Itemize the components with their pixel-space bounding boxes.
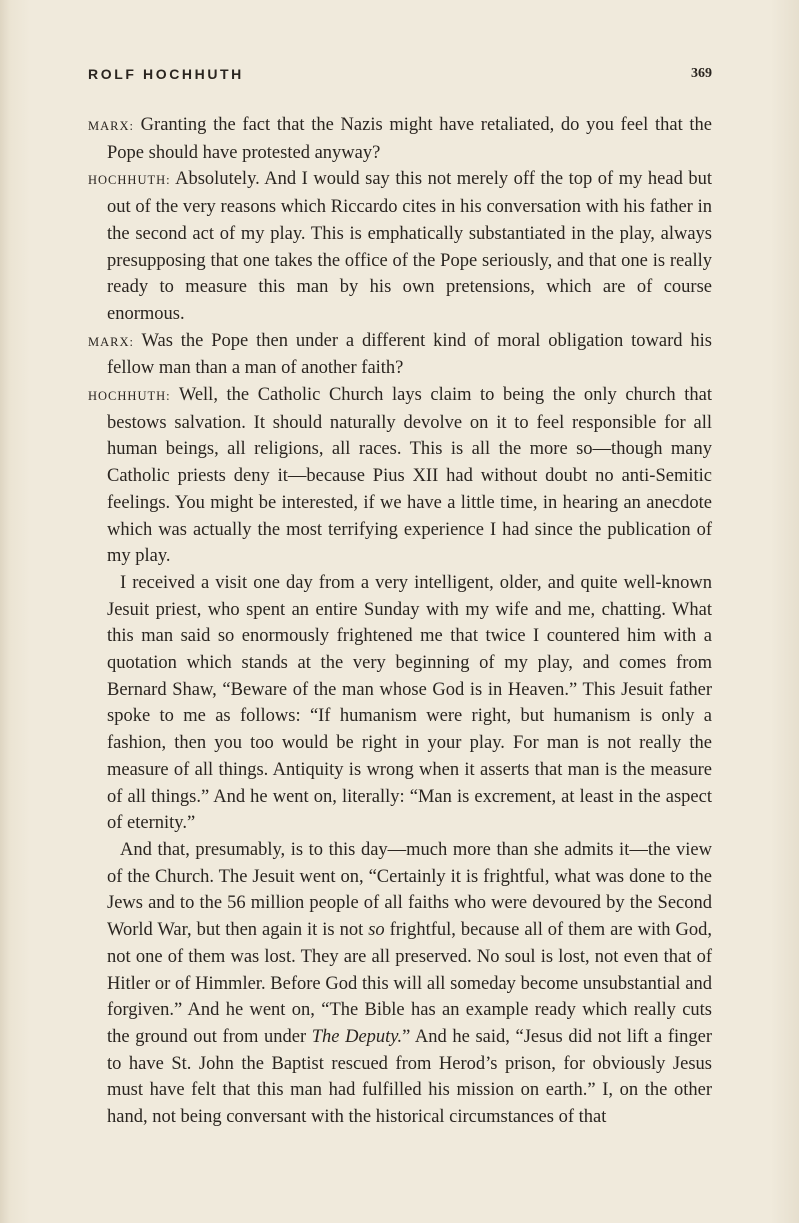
emphasis-so: so: [368, 920, 385, 941]
paragraph-text: I received a visit one day from a very intelligent, older, and quite well-known Jesuit priest, who spent an entire Sunday with my wife and me, chatting. What this man said so enormously frightened me that twice I countered him with a quotation which stands at the very beginning of my play, and comes from Bernard Shaw, “Beware of the man whose God is in Heaven.” This Jesuit father spoke to me as follows: “If humanism were right, but humanism is only a fashion, then you too would be right in your play. For man is not really the measure of all things. Antiquity is wrong when it asserts that man is the measure of all things.” And he went on, literally: “Man is excrement, at least in the aspect of eternity.”: [107, 572, 712, 834]
dialogue-paragraph: [88, 328, 712, 382]
dialogue-continuation: [88, 837, 712, 1131]
paragraph-text: Absolutely. And I would say this not merely off the top of my head but out of the very reasons which Riccardo cites in his conversation with his father in the second act of my play. This is emphatically substantiated in the play, always presupposing that one takes the office of the Pope seriously, and that one is really ready to measure this man by his own pretensions, which are of course enormous.: [107, 169, 712, 324]
dialogue-paragraph: [88, 166, 712, 327]
dialogue-continuation: [88, 570, 712, 837]
page-header: [88, 66, 712, 90]
paragraph-text-b: frightful, because all of them are with God, not one of them was lost. They are all preserved. No soul is lost, not even that of Hitler or of Himmler. Before God this will all someday become unsubstantial and forgiven.” And he went on, “The Bible has an example ready which really cuts the ground out from under: [107, 920, 712, 1047]
dialogue-paragraph: [88, 382, 712, 570]
paragraph-text-c: ” And he said, “Jesus did not lift a finger to have St. John the Baptist rescued from Herod’s prison, for obviously Jesus must have felt that this man had fulfilled his mission on earth.” I, on the other hand, not being conversant with the historical circumstances of that: [107, 1026, 713, 1128]
page-number: 369: [691, 66, 712, 81]
paragraph-text: Was the Pope then under a different kind of moral obligation toward his fellow man than a man of another faith?: [107, 330, 712, 379]
paragraph-text-a: And that, presumably, is to this day—much more than she admits it—the view of the Church. The Jesuit went on, “Certainly it is frightful, what was done to the Jews and to the 56 million people of all faiths who were devoured by the Second World War, but then again it is not: [107, 839, 712, 941]
paragraph-text: Well, the Catholic Church lays claim to being the only church that bestows salvation. It should naturally devolve on it to feel responsible for all human beings, all religions, all races. This is all the more so—though many Catholic priests deny it—because Pius XII had without doubt no anti-Semitic feelings. You might be interested, if we have a little time, in hearing an anecdote which was actually the most terrifying experience I had since the publication of my play.: [107, 385, 712, 567]
dialogue-paragraph: [88, 112, 712, 166]
speaker-label: MARX:: [88, 119, 134, 133]
speaker-label: HOCHHUTH:: [88, 173, 171, 188]
running-head: ROLF HOCHHUTH: [88, 66, 244, 82]
paragraph-text: Granting the fact that the Nazis might have retaliated, do you feel that the Pope should have protested anyway?: [107, 115, 712, 163]
speaker-label: MARX:: [88, 334, 134, 349]
play-title: The Deputy.: [311, 1026, 403, 1047]
page-body: [88, 112, 712, 1131]
speaker-label: HOCHHUTH:: [88, 389, 171, 404]
